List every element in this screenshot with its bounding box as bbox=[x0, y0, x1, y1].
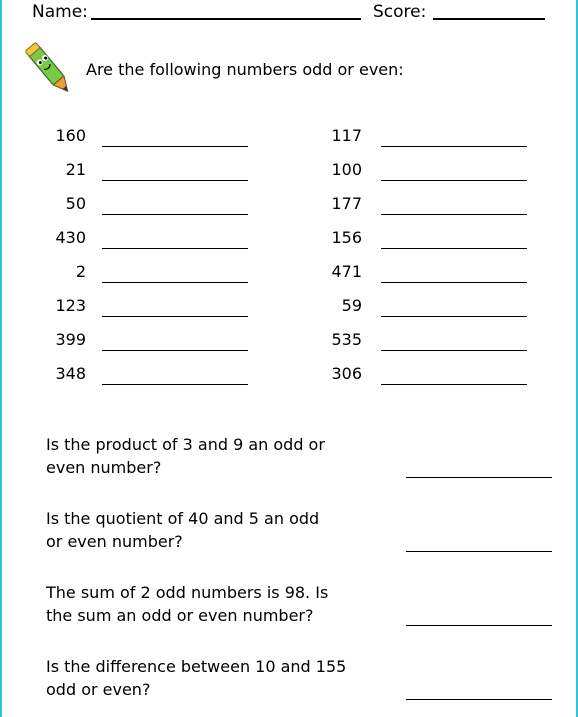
question-line: odd or even? bbox=[46, 680, 151, 699]
question-line: or even number? bbox=[46, 532, 183, 551]
right-answer-line[interactable] bbox=[381, 384, 527, 385]
question-2 bbox=[46, 507, 376, 553]
name-field[interactable] bbox=[91, 18, 361, 20]
left-answer-line[interactable] bbox=[102, 180, 248, 181]
right-number: 156 bbox=[331, 228, 362, 247]
name-label: Name: bbox=[32, 2, 88, 22]
left-number: 123 bbox=[55, 296, 86, 315]
question-answer-line[interactable] bbox=[406, 699, 552, 700]
question-line: the sum an odd or even number? bbox=[46, 606, 314, 625]
question-line: Is the difference between 10 and 155 bbox=[46, 657, 347, 676]
right-answer-line[interactable] bbox=[381, 180, 527, 181]
left-number: 430 bbox=[55, 228, 86, 247]
right-number: 177 bbox=[331, 194, 362, 213]
score-field[interactable] bbox=[433, 18, 545, 20]
left-answer-line[interactable] bbox=[102, 316, 248, 317]
header bbox=[0, 0, 578, 26]
left-answer-line[interactable] bbox=[102, 384, 248, 385]
instruction: Are the following numbers odd or even: bbox=[86, 60, 404, 79]
right-answer-line[interactable] bbox=[381, 248, 527, 249]
right-number: 306 bbox=[331, 364, 362, 383]
right-number: 117 bbox=[331, 126, 362, 145]
question-line: even number? bbox=[46, 458, 162, 477]
left-number: 50 bbox=[65, 194, 86, 213]
left-answer-line[interactable] bbox=[102, 248, 248, 249]
right-number: 59 bbox=[341, 296, 362, 315]
question-answer-line[interactable] bbox=[406, 477, 552, 478]
left-answer-line[interactable] bbox=[102, 214, 248, 215]
right-number: 100 bbox=[331, 160, 362, 179]
left-number: 160 bbox=[55, 126, 86, 145]
question-4 bbox=[46, 655, 376, 701]
right-answer-line[interactable] bbox=[381, 214, 527, 215]
left-number: 21 bbox=[65, 160, 86, 179]
right-answer-line[interactable] bbox=[381, 350, 527, 351]
right-number: 535 bbox=[331, 330, 362, 349]
question-answer-line[interactable] bbox=[406, 625, 552, 626]
left-answer-line[interactable] bbox=[102, 350, 248, 351]
left-number: 2 bbox=[75, 262, 86, 281]
question-1 bbox=[46, 433, 376, 479]
question-line: The sum of 2 odd numbers is 98. Is bbox=[46, 583, 329, 602]
left-number: 399 bbox=[55, 330, 86, 349]
score-label: Score: bbox=[373, 2, 427, 22]
right-answer-line[interactable] bbox=[381, 282, 527, 283]
left-answer-line[interactable] bbox=[102, 146, 248, 147]
left-answer-line[interactable] bbox=[102, 282, 248, 283]
question-answer-line[interactable] bbox=[406, 551, 552, 552]
question-3 bbox=[46, 581, 376, 627]
question-line: Is the product of 3 and 9 an odd or bbox=[46, 435, 325, 454]
right-answer-line[interactable] bbox=[381, 316, 527, 317]
right-answer-line[interactable] bbox=[381, 146, 527, 147]
pencil-icon bbox=[24, 38, 74, 100]
right-number: 471 bbox=[331, 262, 362, 281]
left-number: 348 bbox=[55, 364, 86, 383]
question-line: Is the quotient of 40 and 5 an odd bbox=[46, 509, 320, 528]
